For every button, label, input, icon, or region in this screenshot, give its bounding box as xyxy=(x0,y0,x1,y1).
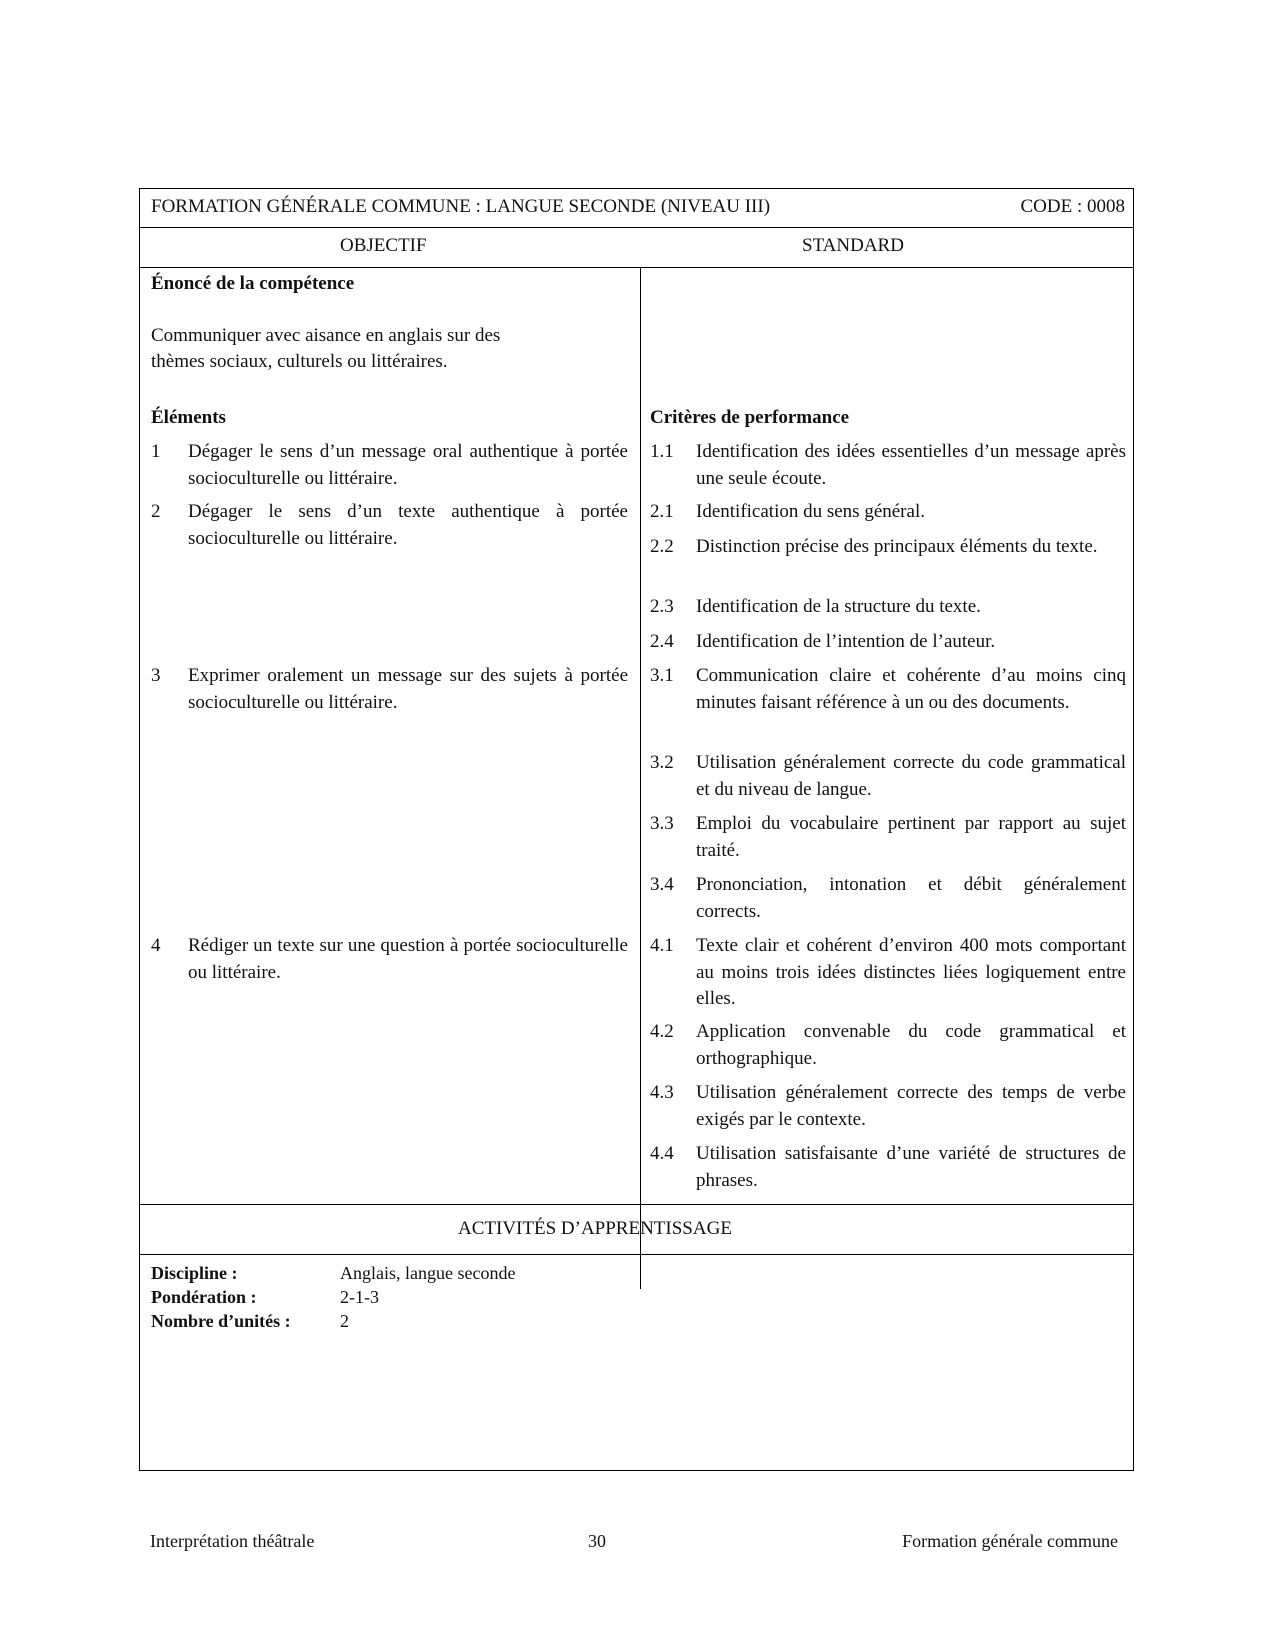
page-number: 30 xyxy=(588,1531,606,1551)
critere-text: Communication claire et cohérente d’au moins cinq minutes faisant référence à un ou des documents. xyxy=(696,665,1126,713)
course-title: FORMATION GÉNÉRALE COMMUNE : LANGUE SECONDE (NIVEAU III) xyxy=(151,196,771,217)
element-text: Dégager le sens d’un message oral authentique à portée socioculturelle ou littéraire. xyxy=(188,441,628,489)
objectif-heading: OBJECTIF xyxy=(340,235,427,256)
footer-right: Formation générale commune xyxy=(902,1531,1118,1551)
discipline-label: Discipline : xyxy=(151,1263,238,1283)
critere-number: 2.2 xyxy=(650,536,674,557)
competence-text-line2: thèmes sociaux, culturels ou littéraires. xyxy=(151,351,448,372)
critere-number: 3.1 xyxy=(650,665,674,686)
critere-text: Identification de l’intention de l’auteur. xyxy=(696,631,996,652)
critere-text: Texte clair et cohérent d’environ 400 mots comportant au moins trois idées distinctes liées logiquement entre elles. xyxy=(696,935,1126,1009)
element-number: 3 xyxy=(151,665,161,686)
standard-heading: STANDARD xyxy=(802,235,904,256)
competence-table xyxy=(139,188,1134,1471)
critere-number: 3.2 xyxy=(650,752,674,773)
element-text: Dégager le sens d’un texte authentique à portée socioculturelle ou littéraire. xyxy=(188,501,628,549)
critere-number: 3.3 xyxy=(650,813,674,834)
critere-text: Utilisation généralement correcte des temps de verbe exigés par le contexte. xyxy=(696,1082,1126,1130)
header-divider xyxy=(140,227,1133,228)
element-text: Rédiger un texte sur une question à portée socioculturelle ou littéraire. xyxy=(188,935,628,983)
competence-heading: Énoncé de la compétence xyxy=(151,273,355,294)
competence-text-line1: Communiquer avec aisance en anglais sur des xyxy=(151,325,501,346)
unites-value: 2 xyxy=(340,1311,349,1331)
critere-number: 4.3 xyxy=(650,1082,674,1103)
critere-text: Identification du sens général. xyxy=(696,501,925,522)
critere-number: 3.4 xyxy=(650,874,674,895)
element-number: 1 xyxy=(151,441,161,462)
element-number: 4 xyxy=(151,935,161,956)
element-number: 2 xyxy=(151,501,161,522)
ponderation-value: 2-1-3 xyxy=(340,1287,379,1307)
critere-text: Identification des idées essentielles d’un message après une seule écoute. xyxy=(696,441,1126,489)
critere-number: 4.4 xyxy=(650,1143,674,1164)
critere-number: 2.1 xyxy=(650,501,674,522)
criteres-heading: Critères de performance xyxy=(650,407,850,428)
column-divider xyxy=(640,268,641,1289)
footer-left: Interprétation théâtrale xyxy=(150,1531,315,1551)
activites-heading: ACTIVITÉS D’APPRENTISSAGE xyxy=(458,1218,732,1239)
critere-number: 2.4 xyxy=(650,631,674,652)
critere-text: Prononciation, intonation et débit généralement corrects. xyxy=(696,874,1126,922)
critere-number: 1.1 xyxy=(650,441,674,462)
critere-number: 4.2 xyxy=(650,1021,674,1042)
critere-text: Identification de la structure du texte. xyxy=(696,596,981,617)
critere-number: 4.1 xyxy=(650,935,674,956)
critere-text: Utilisation généralement correcte du code grammatical et du niveau de langue. xyxy=(696,752,1126,800)
activites-top-divider xyxy=(140,1204,1133,1205)
element-text: Exprimer oralement un message sur des sujets à portée socioculturelle ou littéraire. xyxy=(188,665,628,713)
elements-heading: Éléments xyxy=(151,407,226,428)
critere-number: 2.3 xyxy=(650,596,674,617)
critere-text: Utilisation satisfaisante d’une variété de structures de phrases. xyxy=(696,1143,1126,1191)
course-code: CODE : 0008 xyxy=(1020,196,1125,217)
unites-label: Nombre d’unités : xyxy=(151,1311,291,1331)
critere-text: Distinction précise des principaux éléments du texte. xyxy=(696,536,1098,557)
critere-text: Emploi du vocabulaire pertinent par rapport au sujet traité. xyxy=(696,813,1126,861)
ponderation-label: Pondération : xyxy=(151,1287,257,1307)
critere-text: Application convenable du code grammatical et orthographique. xyxy=(696,1021,1126,1069)
activites-bottom-divider xyxy=(140,1254,1133,1255)
discipline-value: Anglais, langue seconde xyxy=(340,1263,516,1283)
column-heading-divider xyxy=(140,267,1133,268)
